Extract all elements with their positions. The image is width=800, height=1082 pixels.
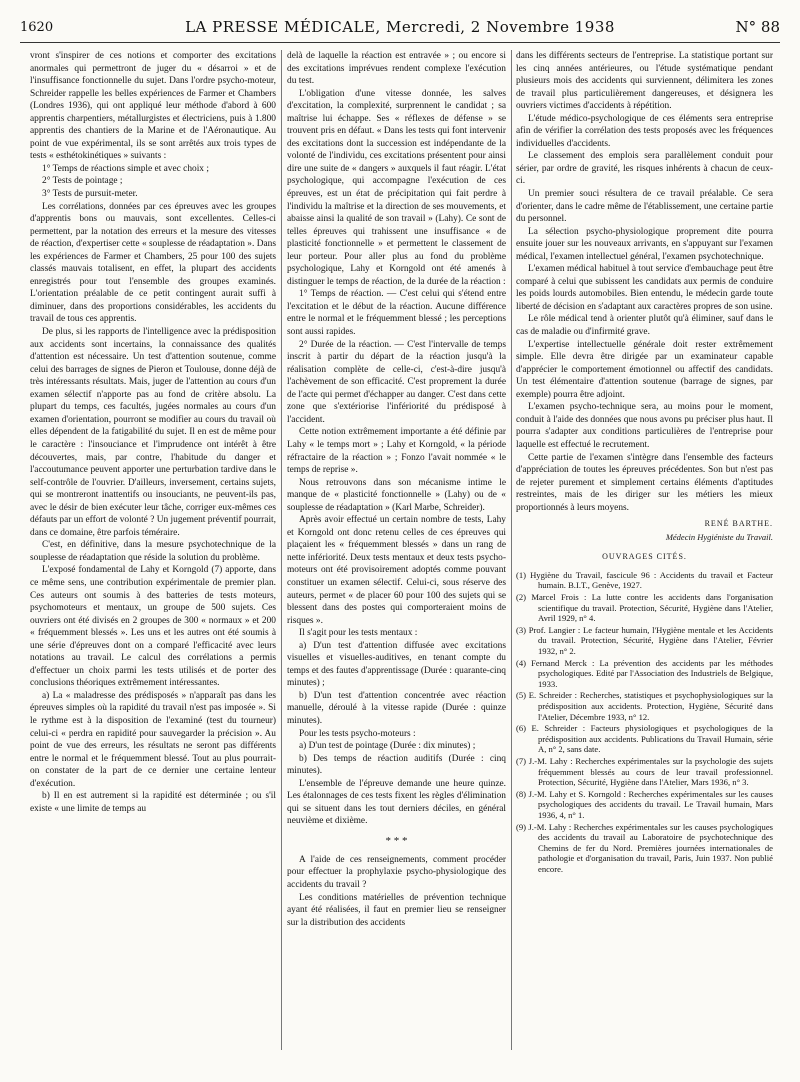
paragraph: 2° Durée de la réaction. — C'est l'intervalle de temps inscrit à partir du départ de la réaction jusqu'à la réalisation complète de celle-ci, c'est-à-dire jusqu'à l'achèvement de son efficacité. C'est proprement la durée de l'acte qui permet d'échapper au danger. C'est dans cette zone que s'extériorise l'infériorité du prédisposé à l'accident. xyxy=(287,339,506,425)
column-middle xyxy=(287,50,506,1075)
column-right xyxy=(516,50,773,1075)
paragraph: L'exposé fondamental de Lahy et Korngold (7) apporte, dans ce même sens, une contribution expérimentale de premier plan. Ces auteurs ont soumis à des batteries de tests moteurs, psychomoteurs et mentaux, un groupe de 500 sujets. Ces ouvriers ont été divisés en 2 groupes de 300 « normaux » et 200 « fréquemment blessés ». Les uns et les autres ont été soumis à une série d'épreuves dont on a comparé l'efficacité avec leurs notations au travail. Le calcul des corrélations a permis d'effectuer un choix parmi les tests utilisés et de porter des conclusions théoriques extrêmement intéressantes. xyxy=(30,565,276,689)
paragraph: Le rôle médical tend à orienter plutôt qu'à éliminer, sauf dans le cas de maladie ou d'infirmité grave. xyxy=(516,314,773,338)
paragraph: L'expertise intellectuelle générale doit rester extrêmement simple. Elle devra être dirigée par un examinateur capable d'apprécier le comportement émotionnel ou affectif des candidats. Un test élémentaire d'attention soutenue (barrage de signes, par exemple) pourra être adjoint. xyxy=(516,339,773,400)
list-item: 3° Tests de pursuit-meter. xyxy=(42,189,138,200)
column-left xyxy=(30,50,276,1075)
author-title: Médecin Hygiéniste du Travail. xyxy=(665,531,773,542)
paragraph: Le classement des emplois sera parallèlement conduit pour sérier, par ordre de gravité, les risques inhérents à chacun de ceux-ci. xyxy=(516,151,773,187)
paragraph: Cette notion extrêmement importante a été définie par Lahy « le temps mort » ; Lahy et Korngold, « la période réfractaire de la réaction » ; Fonzo l'avait nommée « le temps de reprise ». xyxy=(287,427,506,476)
reference-item: (2) Marcel Frois : La lutte contre les accidents dans l'organisation scientifique du travail. Protection, Sécurité, Hygiène dans l'Atelier, Avril 1929, n° 4. xyxy=(516,592,773,624)
paragraph: b) Des temps de réaction auditifs (Durée : cinq minutes). xyxy=(287,753,506,777)
list-item: 1° Temps de réactions simple et avec choix ; xyxy=(42,163,209,174)
paragraph: dans les différents secteurs de l'entreprise. La statistique portant sur les cinq années antérieures, ou l'étude systématique pendant plusieurs mois des accidents qui surviennent, délimitera les zones de travail plus particulièrement dangereuses, et désignera les ouvriers victimes d'accidents à répétition. xyxy=(516,51,773,112)
paragraph: Nous retrouvons dans son mécanisme intime le manque de « plasticité fonctionnelle » (Lahy) ou de « souplesse de réadaptation » (Karl Marbe, Schreider). xyxy=(287,477,506,513)
reference-item: (5) E. Schreider : Recherches, statistiques et psychophysiologiques sur la prédisposition aux accidents. Protection, Hygiène, Sécurité dans l'Atelier, Décembre 1933, n° 12. xyxy=(516,690,773,722)
reference-item: (1) Hygiène du Travail, fascicule 96 : Accidents du travail et Facteur humain. B.I.T., Genève, 1927. xyxy=(516,569,773,591)
column-rule xyxy=(281,50,282,1050)
paragraph: a) D'un test d'attention diffusée avec excitations visuelles et visuelles-auditives, en tenant compte du temps et des fautes d'apprentissage (Durée : quarante-cinq minutes) ; xyxy=(287,640,506,689)
column-rule xyxy=(511,50,512,1050)
paragraph: A l'aide de ces renseignements, comment procéder pour effectuer la prophylaxie psycho-physiologique des accidents du travail ? xyxy=(287,854,506,890)
reference-item: (9) J.-M. Lahy : Recherches expérimentales sur les causes psychologiques des accidents du travail au Laboratoire de psychotechnique des Chemins de fer du Nord. Premières journées internationales de pathologie et d'organisation du travail, Paris, Juin 1937. Non publié encore. xyxy=(516,821,773,874)
paragraph: a) La « maladresse des prédisposés » n'apparaît pas dans les épreuves simples où la rapidité du travail n'est pas imposée ». Si le rythme est à la disposition de l'examiné (test du tourneur) celui-ci « perdra en rapidité pour sauvegarder la précision ». Au point de vue des erreurs, les résultats ne seront pas différents entre le normal et le fréquemment blessé. Tout au plus pourrait-on constater de la part de ce dernier une certaine lenteur d'exécution. xyxy=(30,690,276,789)
paragraph: b) D'un test d'attention concentrée avec réaction manuelle, déroulé à la vitesse rapide (Durée : quinze minutes). xyxy=(287,690,506,726)
paragraph: L'ensemble de l'épreuve demande une heure quinze. Les étalonnages de ces tests fixent les règles d'élimination qui se situent dans les tout derniers déciles, en général neuvième et dixième. xyxy=(287,778,506,827)
section-separator: * * * xyxy=(385,834,408,847)
reference-item: (7) J.-M. Lahy : Recherches expérimentales sur la psychologie des sujets fréquemment blessés au cours de leur travail professionnel. Protection, Sécurité, Hygiène dans l'Atelier, Mars 1936, n° 3. xyxy=(516,755,773,788)
page-header xyxy=(20,18,780,43)
issue-number: N° 88 xyxy=(735,18,780,36)
paragraph: Cette partie de l'examen s'intègre dans l'ensemble des facteurs d'appréciation de toutes les épreuves précédentes. Son but n'est pas de rejeter purement et simplement certains éléments d'aptitudes restreintes, mais de les diriger sur les métiers les mieux proportionnés à leurs moyens. xyxy=(516,452,773,513)
paragraph: Les corrélations, données par ces épreuves avec les groupes d'apprentis bons ou mauvais, sont excellentes. Celles-ci permettent, par la notation des erreurs et la mesure des vitesses de réaction, d'expertiser cette « souplesse de réadaptation ». Dans les expériences de Farmer et Chambers, 25 pour 100 des sujets classés mauvais totalisent, en effet, la plupart des accidents enregistrés pour tout l'ensemble des groupes examinés. L'orientation préalable de ce petit contingent aurait suffi à diminuer, dans des proportions considérables, les accidents du travail de tous ces apprentis. xyxy=(30,201,276,325)
paragraph: C'est, en définitive, dans la mesure psychotechnique de la souplesse de réadaptation que réside la solution du problème. xyxy=(30,540,276,563)
paragraph: L'étude médico-psychologique de ces éléments sera entreprise afin de vérifier la corrélation des tests proposés avec les fréquences individuelles d'accidents. xyxy=(516,113,773,149)
references-heading: OUVRAGES CITÉS. xyxy=(602,552,687,562)
reference-item: (6) E. Schreider : Facteurs physiologiques et psychologiques de la prédisposition aux accidents. Publications du Travail Humain, série A, n° 2, sans date. xyxy=(516,723,773,755)
paragraph: Il s'agit pour les tests mentaux : xyxy=(299,628,418,639)
page-number: 1620 xyxy=(20,20,54,35)
reference-item: (4) Fernand Merck : La prévention des accidents par les méthodes psychologiques. Edité par l'Association des Industriels de Belgique, 1933. xyxy=(516,657,773,689)
paragraph: De plus, si les rapports de l'intelligence avec la prédisposition aux accidents sont incertains, la connaissance des qualités d'attention est nécessaire. Un test d'attention soutenue, comme celui des barrages de signes de Pieron et Toulouse, donne déjà de très intéressants résultats. Mais, juger de l'attention au cours d'un examen sélectif n'apporte pas au fond de critère absolu. La plupart du temps, ces facultés, jugées normales au cours d'un examen d'orientation, pourront se modifier au cours du travail où elles dépendent de la fatigabilité du sujet. Il en est de même pour le caractère : l'insouciance et l'imprudence ont intérêt à être découvertes, mais, par contre, l'habitude du danger et l'accoutumance peuvent apporter une perturbation tardive dans le self-contrôle de l'ouvrier. D'ailleurs, inversement, certains sujets, qui se montreront inattentifs ou insouciants, ne peuvent-ils pas, avec le désir de bien exécuter leur tâche, corriger eux-mêmes ces défauts par un effort de volonté ? Un jugement préventif pourrait, dans ce domaine, être parfois téméraire. xyxy=(30,327,276,538)
paragraph: vront s'inspirer de ces notions et comporter des excitations anormales qui permettront de juger du « désarroi » et de l'insuffisance fonctionnelle du sujet. Dans l'ordre psycho-moteur, Schreider rappelle les belles expériences de Farmer et Chambers (Londres 1936), qui ont appliqué leur méthode d'abord à 600 apprentis charpentiers, métallurgistes et électriciens, puis à 1.800 apprentis des chantiers de la Marine et de l'Aéronautique. Au point de vue expérimental, ils se sont arrêtés aux trois types de tests « esthétokinétiques » suivants : xyxy=(30,51,276,162)
paragraph: Un premier souci résultera de ce travail préalable. Ce sera d'orienter, dans le cadre même de l'établissement, une certaine partie du personnel. xyxy=(516,189,773,225)
reference-item: (8) J.-M. Lahy et S. Korngold : Recherches expérimentales sur les causes psychologiques des accidents du travail. Le Travail humain, Mars 1936, 4, n° 1. xyxy=(516,788,773,820)
paragraph: L'examen psycho-technique sera, au moins pour le moment, conduit à l'aide des données que nous avons pu préciser plus haut. Il pourra s'adapter aux conditions particulières de l'entreprise pour laquelle est effectué le recrutement. xyxy=(516,402,773,450)
paragraph: La sélection psycho-physiologique proprement dite pourra ensuite jouer sur les nouveaux arrivants, en s'appuyant sur l'examen médical, l'examen intellectuel général, l'examen psychotechnique. xyxy=(516,226,773,262)
paragraph: L'obligation d'une vitesse donnée, les salves d'excitation, la complexité, surprennent le candidat ; sa maîtrise lui échappe. Ses « réflexes de défense » se trouvent pris en défaut. « Dans les tests qui font intervenir des excitations dont la succession est indépendante de la volonté de l'individu, ces excitations présentent pour ainsi dire une suite de « dangers » auxquels il faut réagir. L'état psychologique, qui accompagne l'exécution de ces épreuves, est un état de précipitation qui fait perdre à l'individu la maîtrise et la direction de ses mouvements, et abaisse ainsi la qualité de son travail » (Lahy). Ce sont de telles épreuves qui trahissent une insuffisance « de plasticité fonctionnelle » et permettent le classement de leur porteur. Pour aller plus au fond du problème psychologique, Lahy et Korngold ont été amenés à distinguer le temps de réaction, de la durée de la réaction : xyxy=(287,88,506,287)
reference-item: (3) Prof. Langier : Le facteur humain, l'Hygiène mentale et les Accidents du travail. Protection, Sécurité, Hygiène dans l'Atelier, Février 1932, n° 2. xyxy=(516,624,773,657)
paragraph: Après avoir effectué un certain nombre de tests, Lahy et Korngold ont donc retenu celles de ces épreuves qui plaçaient les « fréquemment blessés » dans un rang de nette infériorité. Deux tests mentaux et deux tests psycho-moteurs ont été provisoirement adoptés comme pouvant constituer un examen sélectif. Celui-ci, sous réserve des auteurs, permet « de placer 60 pour 100 des sujets qui se blessent dans des postes qui comporteraient moins de risques ». xyxy=(287,515,506,626)
paragraph: b) Il en est autrement si la rapidité est déterminée ; ou s'il existe « une limite de temps au xyxy=(30,791,276,814)
journal-title: LA PRESSE MÉDICALE, Mercredi, 2 Novembre 1938 xyxy=(185,18,615,36)
list-item: 2° Tests de pointage ; xyxy=(42,176,123,187)
paragraph: Les conditions matérielles de prévention technique ayant été réalisées, il faut en premier lieu se renseigner sur la distribution des accidents xyxy=(287,892,506,928)
paragraph: 1° Temps de réaction. — C'est celui qui s'étend entre l'excitation et le début de la réaction. Aucune différence entre le normal et le fréquemment blessé ; les perceptions sont aussi rapides. xyxy=(287,289,506,338)
author-name: RENÉ BARTHE. xyxy=(704,519,773,529)
paragraph: Pour les tests psycho-moteurs : xyxy=(299,728,416,739)
paragraph: delà de laquelle la réaction est entravée » ; ou encore si des excitations imprévues rendent complexe l'exécution du test. xyxy=(287,51,506,87)
paragraph: L'examen médical habituel à tout service d'embauchage peut être comparé à celui que subissent les candidats aux permis de conduire les poids lourds automobiles. Bien entendu, le médecin garde toute liberté de décision en s'adaptant aux caractères propres de son usine. xyxy=(516,264,773,312)
paragraph: a) D'un test de pointage (Durée : dix minutes) ; xyxy=(299,741,476,752)
